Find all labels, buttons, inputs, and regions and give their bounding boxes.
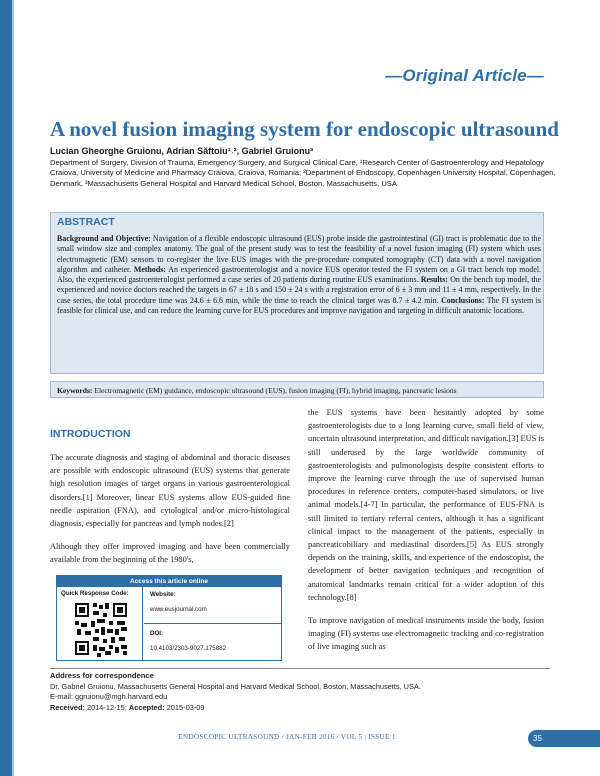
page-number: 35 [528, 730, 547, 747]
abstract-methods-label: Methods: [133, 264, 166, 274]
introduction-heading: INTRODUCTION [50, 428, 131, 440]
left-accent-stripe [12, 0, 14, 776]
abstract-bg-text: Navigation of a flexible endoscopic ultrasound (EUS) probe inside the gastrointestinal (GI) tract is problematic due to the small window size and complex anatomy. The goal of the present study was to test the feasibility of a novel fusion imaging (FI) system which uses electromagnetic (EM) sensors to co-register the live EUS images with the pre-procedure computed tomography (CT) data with a novel navigation algorithm and catheter. [57, 234, 541, 274]
abstract-bg-label: Background and Objective: [57, 234, 151, 243]
abstract-text [57, 234, 541, 316]
access-online-box [56, 575, 282, 661]
body-paragraph: To improve navigation of medical instruments inside the body, fusion imaging (FI) systems use electromagnetic tracking and co-registration of live imaging such as [308, 616, 544, 652]
accepted-label: Accepted: [128, 702, 165, 712]
email-label: E-mail: [50, 692, 73, 702]
correspondence-address: Dr. Gabriel Gruionu, Massachusetts General Hospital and Harvard Medical School, Boston, Massachusetts, USA. [50, 681, 421, 691]
article-title: A novel fusion imaging system for endoscopic ultrasound [50, 117, 559, 141]
doi-label: DOI: [150, 630, 164, 637]
correspondence-heading: Address for correspondence [50, 671, 154, 680]
abstract-conclusions-label: Conclusions: [441, 295, 485, 305]
correspondence-block [50, 671, 550, 713]
abstract-results-text: On the bench top model, the experienced and novice doctors reached the targets in 67 ± 18 s and 150 ± 24 s with a registration error of 6 ± 3 mm and 11 ± 4 mm, respectively. In the case series, the total procedure time was 24.6 ± 6.6 min, while the time to reach the clinical target was 8.7 ± 4.2 min. [57, 275, 541, 305]
correspondence-dates [50, 703, 550, 714]
abstract-conclusions-text: The FI system is feasible for clinical use, and can reduce the learning curve for EUS procedures and improve navigation and targeting in difficult anatomic locations. [57, 295, 541, 316]
qr-code-icon[interactable] [73, 601, 129, 657]
qr-label: Quick Response Code: [61, 590, 129, 597]
affiliations: Department of Surgery, Division of Trauma, Emergency Surgery, and Surgical Clinical Care, ¹Research Center of Gastroenterology and Hepatology Craiova, University of Medicine and Pharmacy Craiova, Craiova, Romania; ²Department of Endoscopy, Copenhagen University Hospital, Copenhagen, Denmark, ³Massachusetts General Hospital and Harvard Medical School, Boston, Massachusetts, USA [50, 158, 556, 188]
body-paragraph: The accurate diagnosis and staging of abdominal and thoracic diseases are possible with endoscopic ultrasound (EUS) systems that generate high resolution images of target organs in various gastroenterological disorders.[1] Moreover, linear EUS systems allow EUS-guided fine needle aspiration (FNA), and cytological and/or micro-histological diagnosis, especially for pancreas and lymph nodes.[2] [50, 453, 290, 529]
website-link[interactable]: www.eusjournal.com [150, 606, 207, 613]
abstract-results-label: Results: [420, 275, 448, 285]
abstract-methods-text: An experienced gastroenterologist and a novice EUS operator tested the FI system on a GI tract bench top model. Also, the experienced gastroenterologist performed a case series of 20 patients during routine EUS examinations. [57, 264, 542, 285]
body-paragraph: Although they offer improved imaging and have been commercially available from the beginning of the 1980's, [50, 542, 290, 565]
keywords-text: Electromagnetic (EM) guidance, endoscopic ultrasound (EUS), fusion imaging (FI), hybrid imaging, pancreatic lesions [92, 386, 457, 395]
email-link[interactable]: ggruionu@mgh.harvard.edu [73, 692, 168, 702]
keywords-box [50, 381, 544, 398]
access-heading: Access this article online [57, 576, 281, 587]
abstract-heading: ABSTRACT [57, 216, 115, 228]
qr-code-graphic [73, 601, 129, 657]
abstract-box [50, 212, 544, 374]
keywords-label: Keywords: [57, 386, 93, 395]
running-footer: ENDOSCOPIC ULTRASOUND / JAN-FEB 2016 / VOL 5 | ISSUE 1 [178, 733, 396, 741]
received-label: Received: [50, 702, 85, 712]
body-paragraph: the EUS systems have been hesitantly adopted by some gastroenterologists due to a long learning curve, small field of view, uncertain ultrasound interpretation, and difficult navigation.[3] EUS is still underused by the large worldwide community of gastroenterologists and pulmonologists despite consistent efforts to improve the learning curve through the use of supervised human procedures in reference centers, computer-based simulators, or live animal models.[4-7] In particular, the performance of EUS-FNA is still limited to tertiary referral centers, although it has a significant clinical impact to the management of the patients, especially in pancreaticobiliary and mediastinal disorders.[5] As EUS strongly depends on the training, skills, and experience of the endoscopist, the development of better navigation techniques and recognition of anatomical landmarks remain critical for a wider adoption of this technology.[8] [308, 408, 544, 602]
author-list: Lucian Gheorghe Gruionu, Adrian Săftoiu¹˒², Gabriel Gruionu³ [50, 146, 314, 156]
left-accent-bar [0, 0, 12, 776]
right-column [308, 406, 544, 654]
access-info-panel [144, 587, 282, 661]
doi-link[interactable]: 10.4103/2303-9027.175882 [150, 645, 227, 652]
section-label: —Original Article— [385, 66, 544, 85]
website-label-row [150, 591, 176, 598]
accepted-date: 2015-03-09 [164, 702, 205, 712]
access-divider [144, 623, 282, 624]
qr-panel [57, 587, 143, 661]
left-column [50, 428, 290, 567]
received-date: 2014-12-15; [84, 702, 129, 712]
correspondence-divider [50, 668, 550, 669]
doi-label-row [150, 630, 163, 637]
website-label: Website: [150, 591, 176, 598]
correspondence-email-row [50, 692, 550, 703]
page-number-tab [547, 730, 600, 747]
